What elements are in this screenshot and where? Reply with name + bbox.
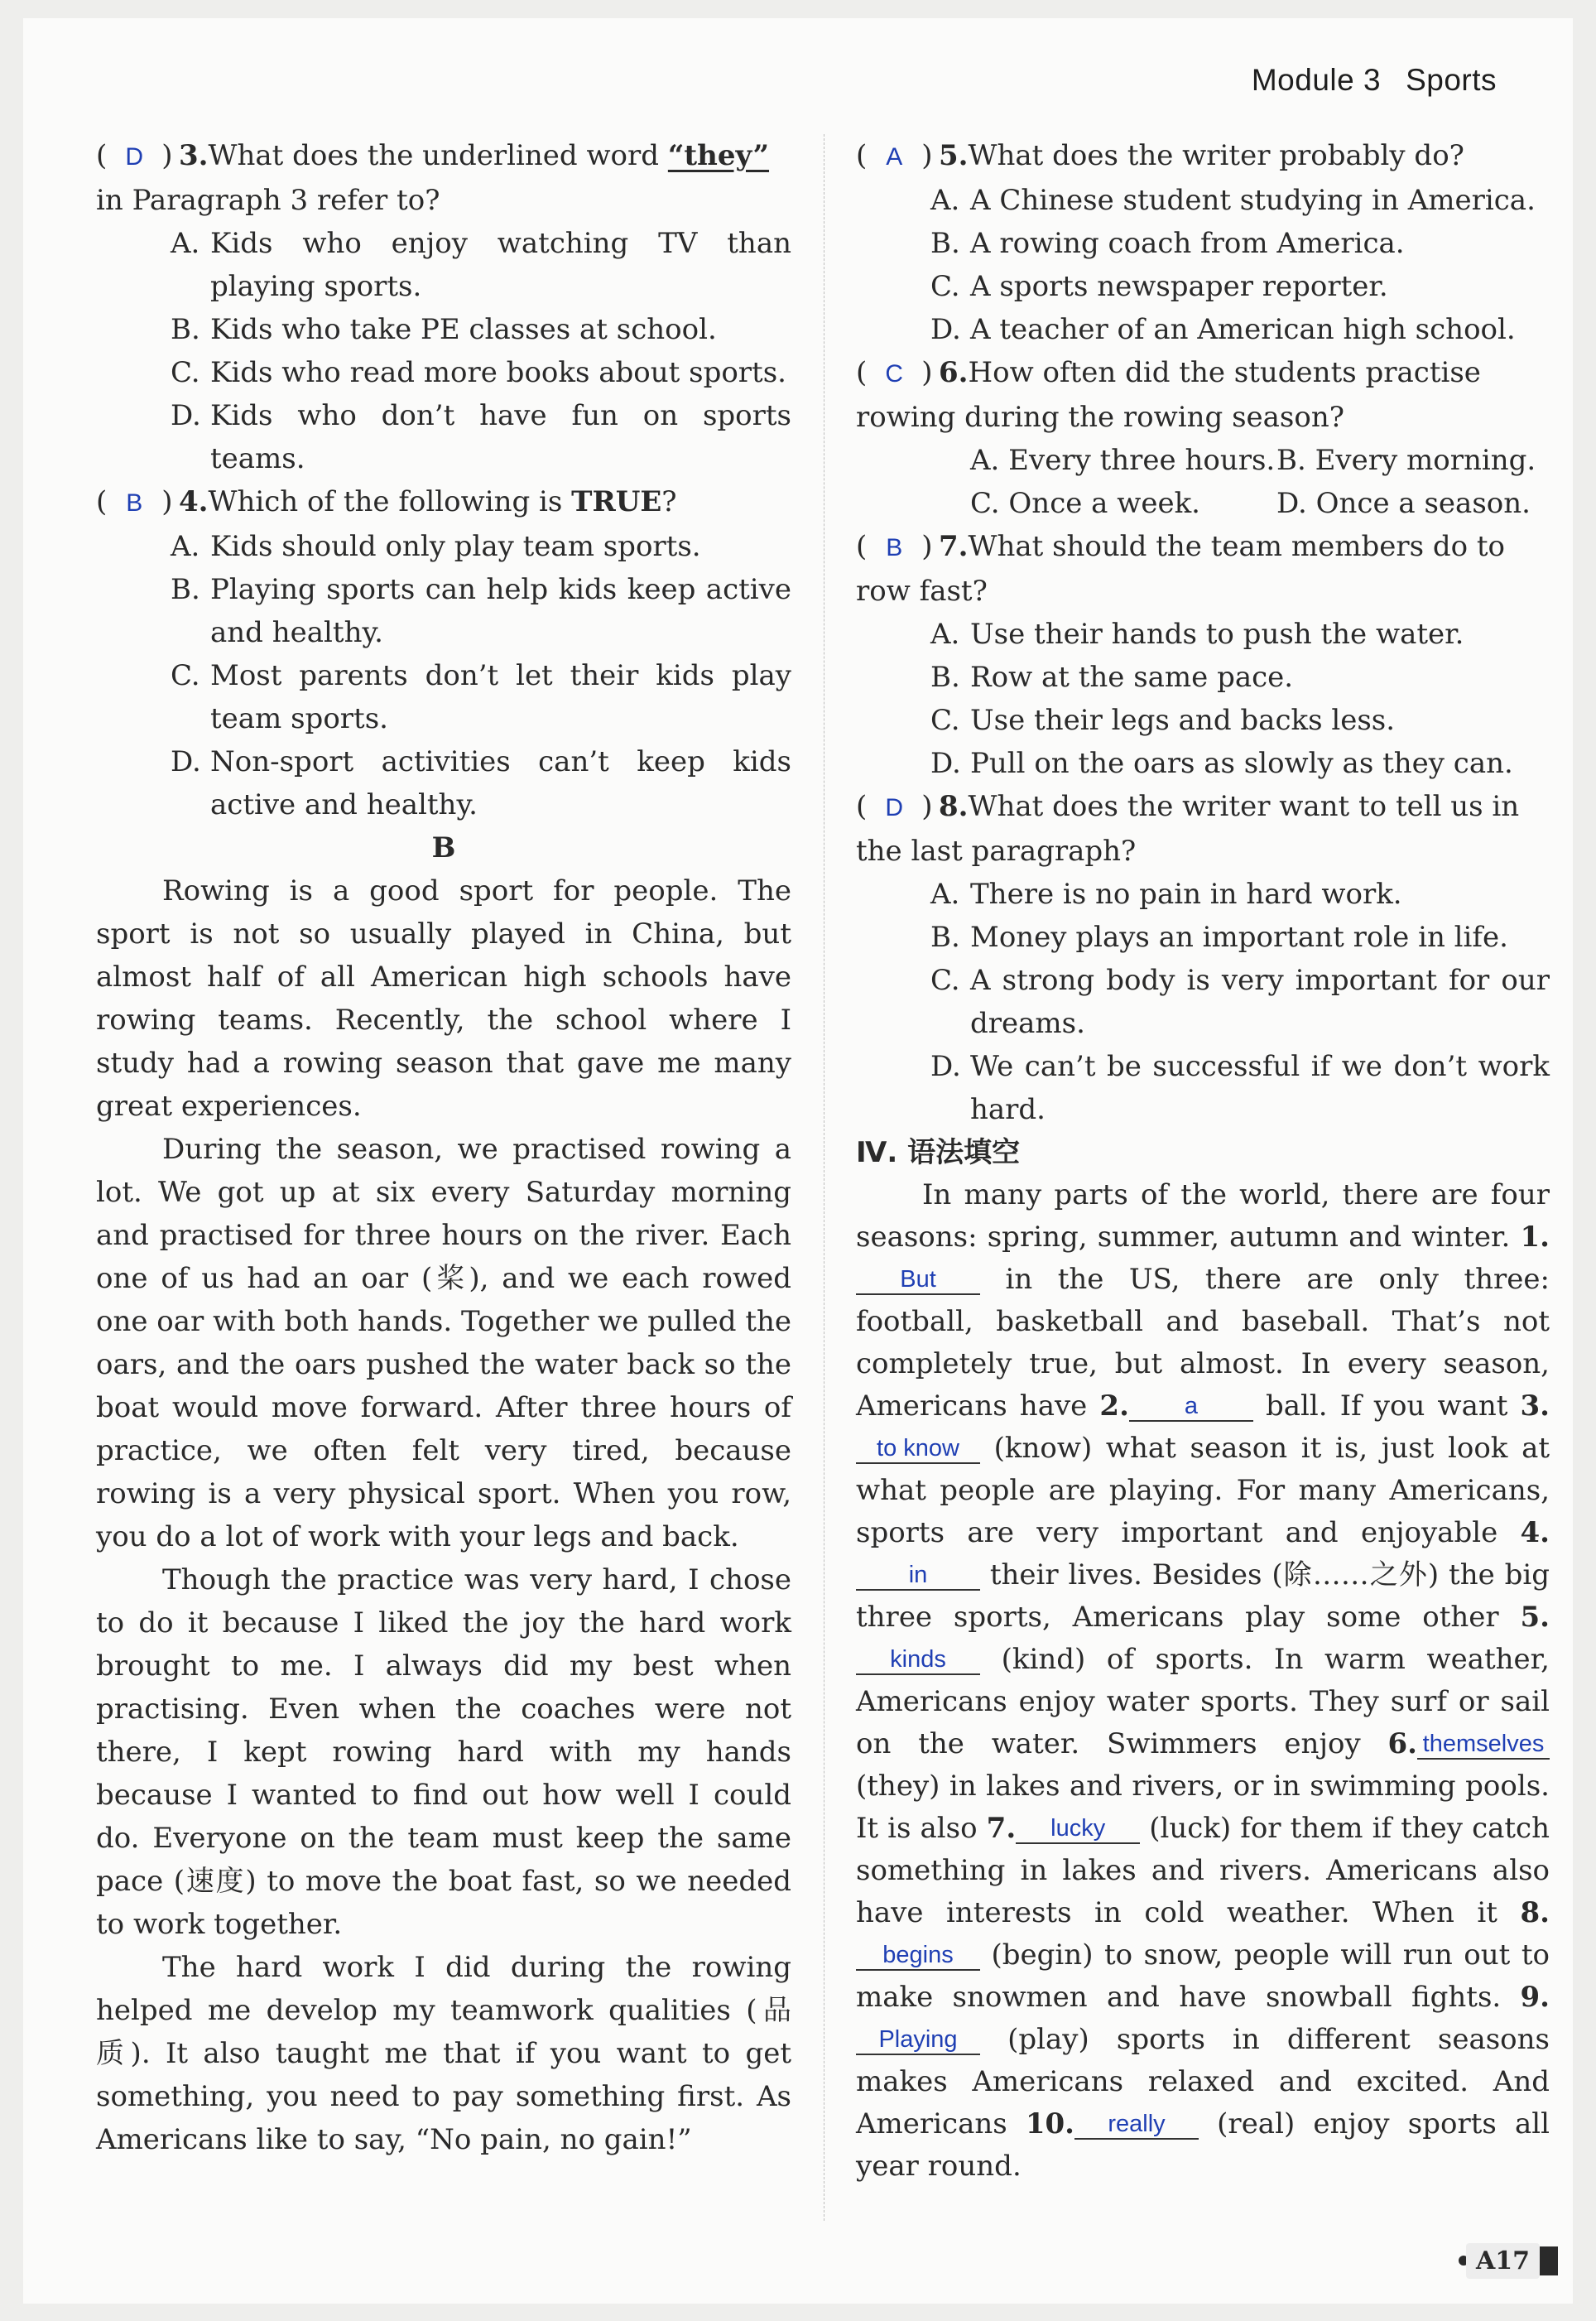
option: D. Kids who don’t have fun on sports teams. (171, 399, 791, 475)
blank-8: begins (856, 1941, 980, 1971)
question-3: ( D ) 3.What does the underlined word “they” in Paragraph 3 refer to? (96, 134, 791, 222)
question-6-options (970, 439, 1550, 525)
module-label: Module 3 (1251, 63, 1382, 97)
cloze-passage: In many parts of the world, there are four seasons: spring, summer, autumn and winter. 1.But in the US, there are only three: football, basketball and baseball. That’s not completely true, but almost. In every season, Americans have 2. a ball. If you want 3.to know (know) what season it is, just look at what people are playing. For many Americans, sports are very important and enjoyable 4.in their lives. Besides (除……之外) the big three sports, Americans play some other 5.kinds (kind) of sports. In warm weather, Americans enjoy water sports. They surf or sail on the water. Swimmers enjoy 6. themselves (they) in lakes and rivers, or in swimming pools. It is also 7. lucky (luck) for them if they catch something in lakes and rivers. Americans also have interests in cold weather. When it 8.begins (begin) to snow, people will run out to make snowmen and have snowball fights. 9.Playing (play) sports in different seasons makes Americans relaxed and excited. And Americans 10. really (real) enjoy sports all year round. (856, 1178, 1550, 2183)
blank-10: really (1074, 2110, 1199, 2140)
option: A. A Chinese student studying in America. (930, 184, 1536, 217)
answer-6: C (885, 360, 904, 388)
option: B. Money plays an important role in life. (930, 921, 1508, 954)
option-row (970, 482, 1550, 525)
passage-paragraph: Though the practice was very hard, I chose to do it because I liked the joy the hard work brought to me. I always did my best when practising. Even when the coaches were not there, I kept rowing hard with my hands because I wanted to find out how well I could do. Everyone on the team must keep the same pace (速度) to move the boat fast, so we needed to work together. (96, 1563, 791, 1941)
right-column (856, 134, 1550, 2188)
passage-paragraph: The hard work I did during the rowing helped me develop my teamwork qualities (品质). It also taught me that if you want to get something, you need to pay something first. As Americans like to say, “No pain, no gain!” (96, 1951, 791, 2156)
answer-7: B (886, 534, 903, 561)
blank-9: Playing (856, 2025, 980, 2055)
option: C. Once a week. (970, 487, 1200, 520)
option: A. Kids should only play team sports. (171, 530, 701, 563)
passage-paragraph: Rowing is a good sport for people. The sport is not so usually played in China, but almost half of all American high schools have rowing teams. Recently, the school where I study had a rowing season that gave me many great experiences. (96, 874, 791, 1123)
blank-2: a (1129, 1392, 1253, 1422)
option-row (970, 439, 1550, 482)
option: C. Kids who read more books about sports. (171, 356, 786, 389)
page-header (1227, 63, 1497, 98)
passage-title: B (431, 831, 456, 864)
option: A. Kids who enjoy watching TV than playing sports. (171, 227, 791, 303)
option: D. Non-sport activities can’t keep kids active and healthy. (171, 745, 791, 821)
workbook-page (23, 18, 1573, 2304)
question-8-options (930, 873, 1550, 1131)
underlined-word: “they” (667, 139, 770, 172)
question-7-options (930, 613, 1550, 785)
option: D. Once a season. (1276, 487, 1531, 520)
module-title: Sports (1406, 63, 1497, 97)
answer-4: B (126, 489, 143, 517)
question-4-options (171, 525, 791, 826)
option: B. Row at the same pace. (930, 661, 1294, 694)
section-heading: Ⅳ. 语法填空 (856, 1136, 1021, 1169)
question-5-options (930, 179, 1550, 351)
question-4: ( B ) 4.Which of the following is TRUE? (96, 480, 791, 525)
left-column (96, 134, 791, 2161)
option: A. There is no pain in hard work. (930, 878, 1402, 911)
question-3-options (171, 222, 791, 480)
option: C. A sports newspaper reporter. (930, 270, 1388, 303)
option: D. A teacher of an American high school. (930, 313, 1516, 346)
option: C. A strong body is very important for our dreams. (930, 964, 1550, 1040)
answer-8: D (885, 794, 904, 821)
option: B. Playing sports can help kids keep active and healthy. (171, 573, 791, 649)
option: B. A rowing coach from America. (930, 227, 1405, 260)
question-6: ( C ) 6.How often did the students practise rowing during the rowing season? (856, 351, 1550, 439)
question-8: ( D ) 8.What does the writer want to tell us in the last paragraph? (856, 785, 1550, 873)
answer-5: A (886, 143, 903, 171)
option: A. Every three hours. (970, 444, 1276, 477)
blank-7: lucky (1016, 1814, 1140, 1844)
blank-3: to know (856, 1434, 980, 1464)
passage-paragraph: During the season, we practised rowing a lot. We got up at six every Saturday morning and practised for three hours on the river. Each one of us had an oar (桨), and we each rowed one oar with both hands. Together we pulled the oars, and the oars pushed the water back so the boat would move forward. After three hours of practice, we often felt very tired, because rowing is a very physical sport. When you row, you do a lot of work with your legs and back. (96, 1133, 791, 1553)
question-7: ( B ) 7.What should the team members do to row fast? (856, 525, 1550, 613)
question-5: ( A ) 5.What does the writer probably do? (856, 134, 1550, 179)
option: A. Use their hands to push the water. (930, 618, 1464, 651)
option: C. Most parents don’t let their kids play team sports. (171, 659, 791, 735)
option: B. Kids who take PE classes at school. (171, 313, 717, 346)
answer-3: D (125, 143, 144, 171)
option: D. Pull on the oars as slowly as they can. (930, 747, 1513, 780)
option: D. We can’t be successful if we don’t work hard. (930, 1050, 1550, 1126)
option: C. Use their legs and backs less. (930, 704, 1396, 737)
blank-1: But (856, 1265, 980, 1295)
blank-4: in (856, 1561, 980, 1591)
blank-5: kinds (856, 1645, 980, 1675)
blank-6: themselves (1417, 1730, 1550, 1760)
option: B. Every morning. (1276, 444, 1536, 477)
page-number: A17 (1466, 2243, 1540, 2279)
